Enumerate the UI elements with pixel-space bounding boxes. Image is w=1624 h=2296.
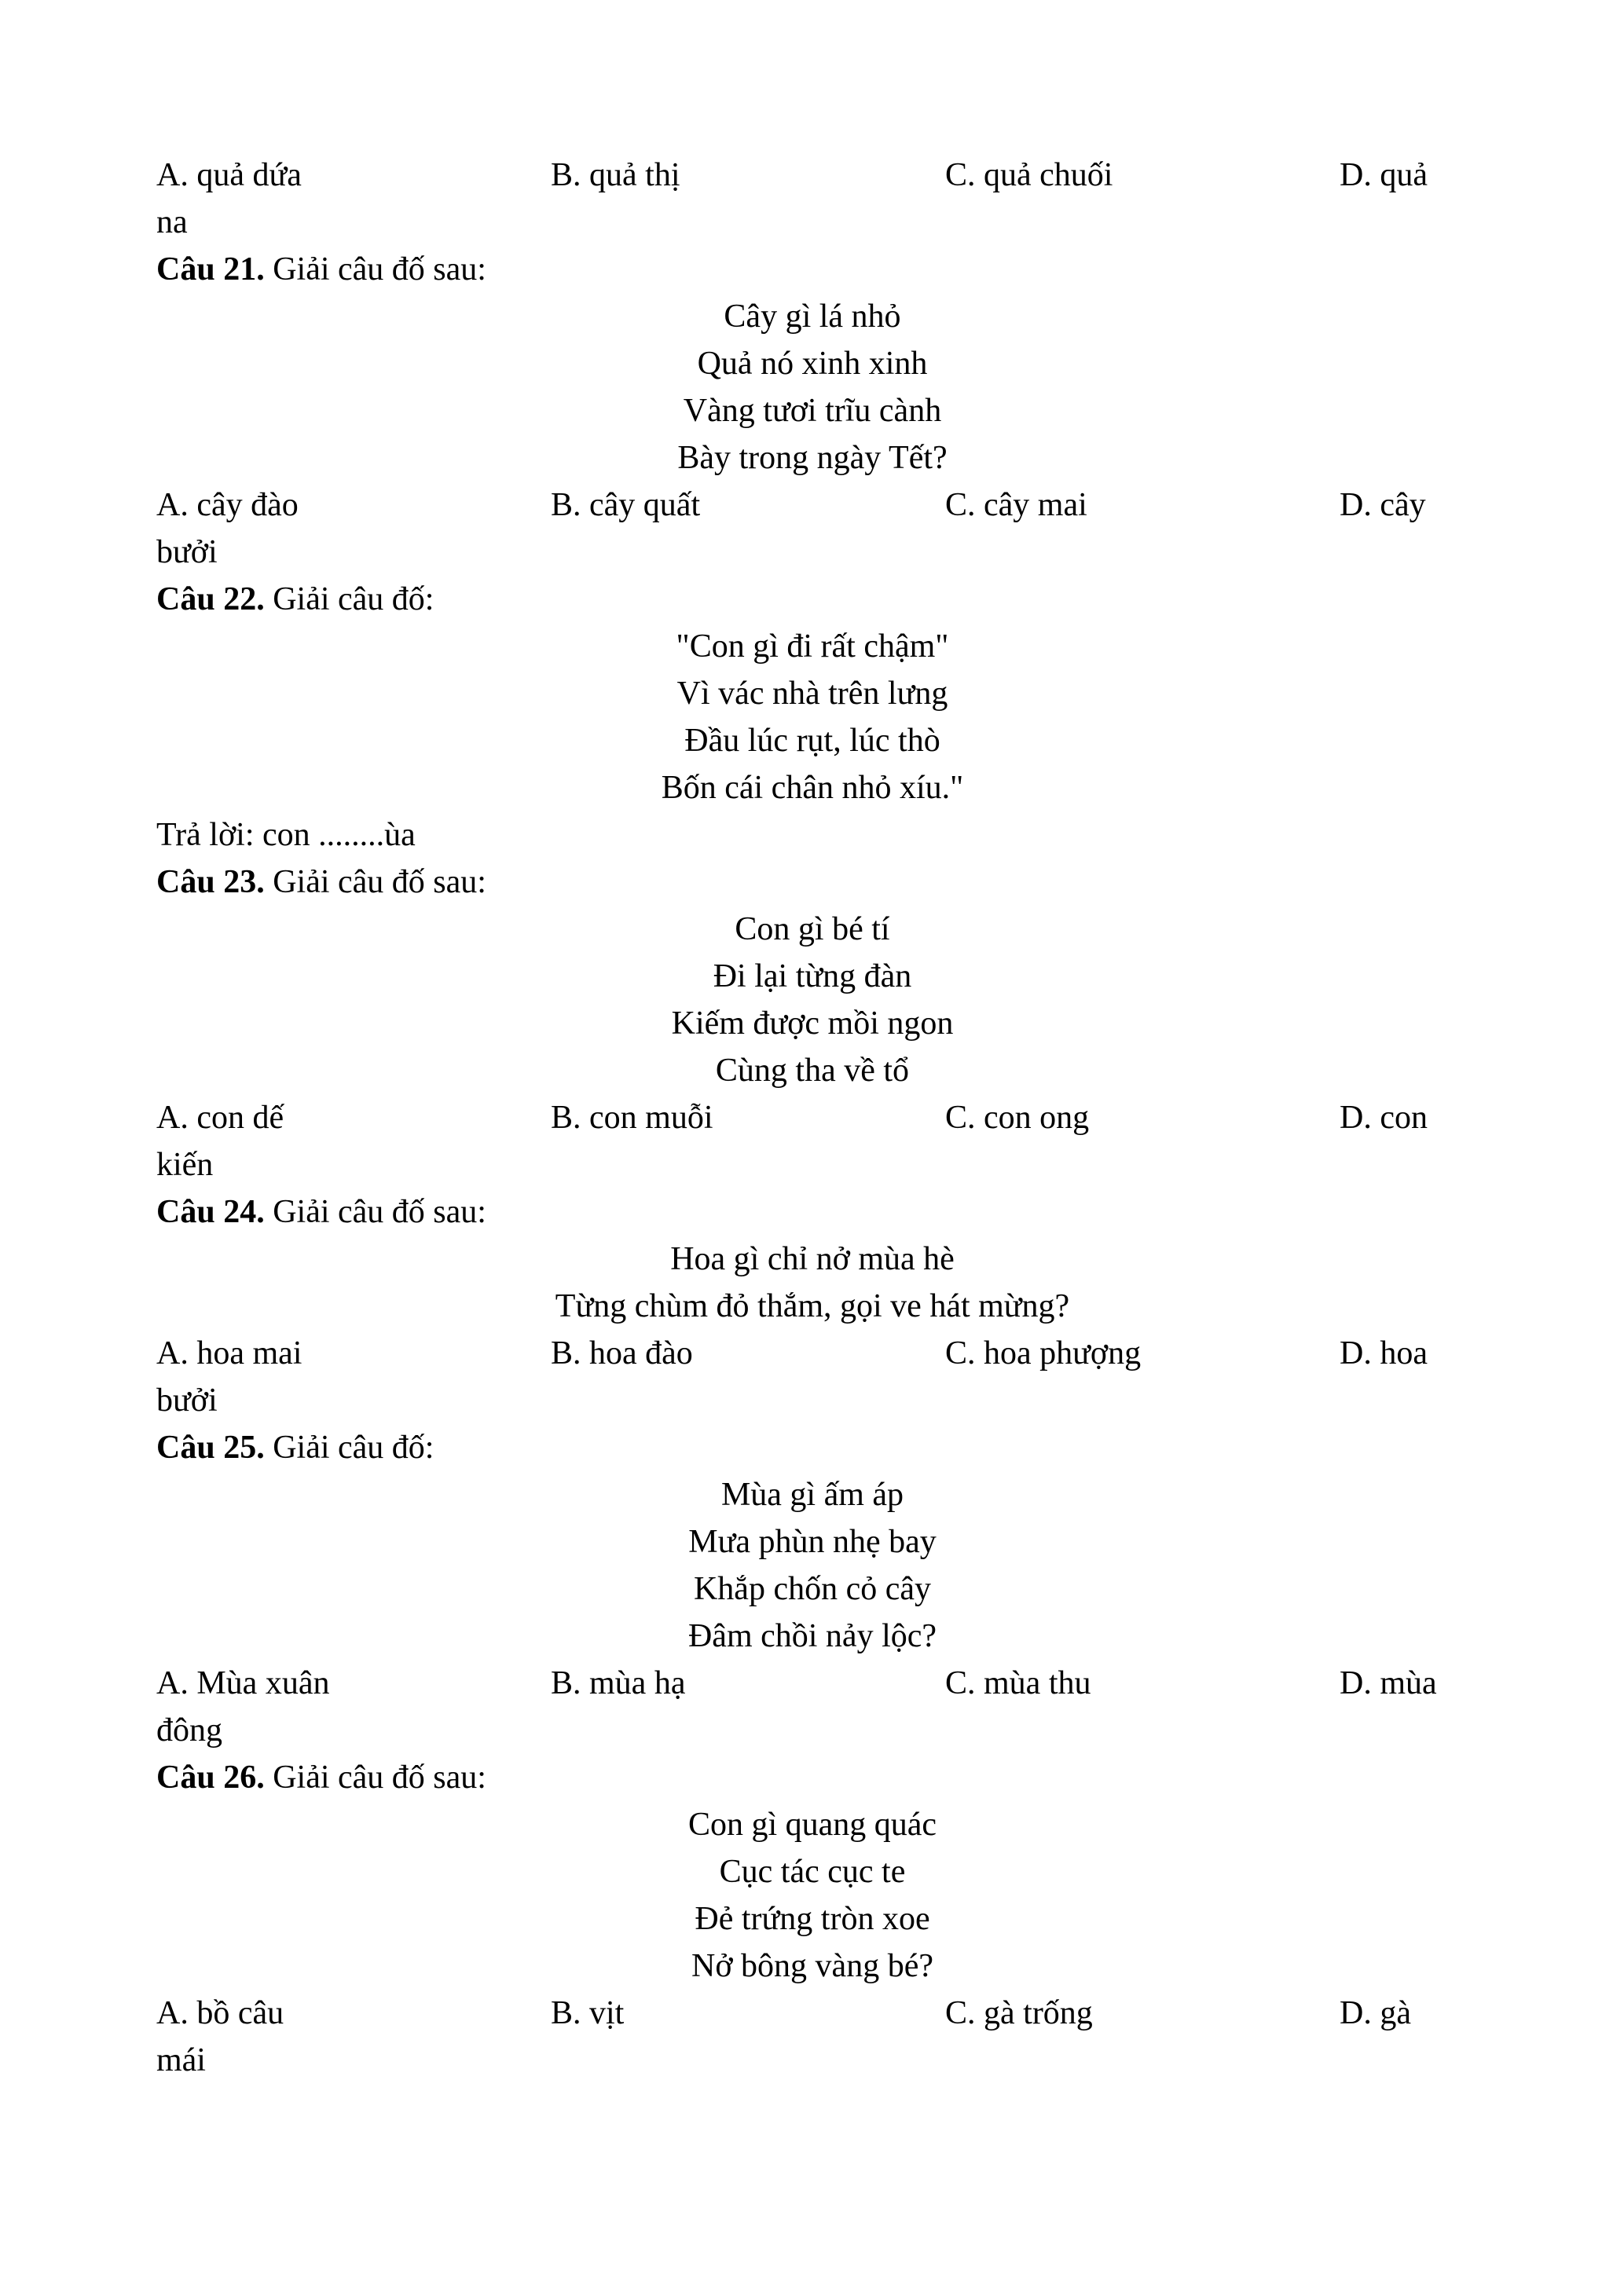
q20-option-d: D. quả: [1340, 157, 1428, 193]
q20-option-a: A. quả dứa: [156, 157, 302, 193]
q21-option-b: B. cây quất: [551, 487, 701, 523]
q21-options: [156, 482, 1468, 529]
q21-option-wrap: bưởi: [156, 534, 218, 570]
q25-prompt: Giải câu đố:: [273, 1430, 434, 1466]
q24-options: [156, 1330, 1468, 1377]
q26-option-d: D. gà: [1340, 1995, 1411, 2031]
q26-riddle-line: Nở bông vàng bé?: [691, 1948, 933, 1984]
q20-option-b: B. quả thị: [551, 157, 680, 193]
q21-number: Câu 21.: [156, 251, 265, 287]
q23-riddle-line: Cùng tha về tổ: [715, 1053, 910, 1089]
q23-number: Câu 23.: [156, 864, 265, 900]
q25-riddle-line: Mùa gì ấm áp: [720, 1477, 904, 1513]
q26-options: [156, 1990, 1468, 2037]
q21-option-a: A. cây đào: [156, 487, 299, 523]
q23-riddle-line: Kiếm được mồi ngon: [671, 1005, 954, 1042]
q25-riddle-line: Đâm chồi nảy lộc?: [687, 1618, 937, 1654]
q20-options: [156, 152, 1468, 199]
q20-option-c: C. quả chuối: [945, 157, 1113, 193]
q22-riddle-line: Vì vác nhà trên lưng: [676, 676, 948, 712]
q25-option-b: B. mùa hạ: [551, 1665, 686, 1701]
q21-riddle-line: Cây gì lá nhỏ: [724, 298, 901, 335]
q23-prompt: Giải câu đố sau:: [273, 864, 486, 900]
q25-option-wrap: đông: [156, 1712, 222, 1749]
q21-option-d: D. cây: [1340, 487, 1426, 523]
q22-number: Câu 22.: [156, 581, 265, 617]
q24-number: Câu 24.: [156, 1194, 265, 1230]
q25-option-d: D. mùa: [1340, 1665, 1437, 1701]
q22-heading: [156, 576, 1468, 623]
q23-options: [156, 1094, 1468, 1141]
q26-heading: [156, 1754, 1468, 1801]
q22-riddle-line: "Con gì đi rất chậm": [676, 628, 949, 665]
q23-heading: [156, 859, 1468, 906]
q22-riddle-line: Bốn cái chân nhỏ xíu.": [661, 770, 964, 806]
q23-riddle-line: Con gì bé tí: [735, 911, 890, 947]
q24-prompt: Giải câu đố sau:: [273, 1194, 486, 1230]
document-page: [156, 152, 1468, 2084]
q26-option-wrap: mái: [156, 2042, 206, 2078]
q25-options: [156, 1660, 1468, 1707]
q21-riddle-line: Vàng tươi trĩu cành: [683, 393, 942, 429]
q26-riddle-line: Đẻ trứng tròn xoe: [695, 1901, 930, 1937]
q25-option-a: A. Mùa xuân: [156, 1665, 330, 1701]
q21-heading: [156, 246, 1468, 293]
q23-option-d: D. con: [1340, 1100, 1428, 1136]
q26-number: Câu 26.: [156, 1760, 265, 1796]
q22-riddle-line: Đầu lúc rụt, lúc thò: [684, 723, 940, 759]
q24-option-b: B. hoa đào: [551, 1335, 693, 1371]
q26-prompt: Giải câu đố sau:: [273, 1760, 486, 1796]
q23-option-a: A. con dế: [156, 1100, 284, 1136]
q25-number: Câu 25.: [156, 1430, 265, 1466]
q24-heading: [156, 1188, 1468, 1236]
q26-riddle-line: Cục tác cục te: [719, 1854, 906, 1890]
q25-riddle-line: Mưa phùn nhẹ bay: [688, 1524, 937, 1560]
q25-option-c: C. mùa thu: [945, 1665, 1091, 1701]
q24-option-c: C. hoa phượng: [945, 1335, 1142, 1371]
q21-riddle-line: Quả nó xinh xinh: [697, 346, 928, 382]
q21-option-c: C. cây mai: [945, 487, 1087, 523]
q22-answer: Trả lời: con ........ùa: [156, 817, 416, 853]
q26-riddle-line: Con gì quang quác: [687, 1807, 937, 1843]
q23-option-b: B. con muỗi: [551, 1100, 713, 1136]
q21-prompt: Giải câu đố sau:: [273, 251, 486, 287]
q24-option-a: A. hoa mai: [156, 1335, 302, 1371]
q26-option-a: A. bồ câu: [156, 1995, 284, 2031]
q25-riddle-line: Khắp chốn cỏ cây: [693, 1571, 932, 1607]
q24-option-wrap: bưởi: [156, 1382, 218, 1419]
q26-option-c: C. gà trống: [945, 1995, 1093, 2031]
q25-heading: [156, 1424, 1468, 1471]
q23-option-c: C. con ong: [945, 1100, 1090, 1136]
q22-prompt: Giải câu đố:: [273, 581, 434, 617]
q24-riddle-line: Từng chùm đỏ thắm, gọi ve hát mừng?: [555, 1288, 1070, 1324]
q24-riddle-line: Hoa gì chỉ nở mùa hè: [670, 1241, 955, 1277]
q26-option-b: B. vịt: [551, 1995, 625, 2031]
q24-option-d: D. hoa: [1340, 1335, 1428, 1371]
q23-riddle-line: Đi lại từng đàn: [713, 958, 912, 994]
q20-option-wrap: na: [156, 204, 188, 240]
q23-option-wrap: kiến: [156, 1147, 214, 1183]
q21-riddle-line: Bày trong ngày Tết?: [677, 440, 948, 476]
